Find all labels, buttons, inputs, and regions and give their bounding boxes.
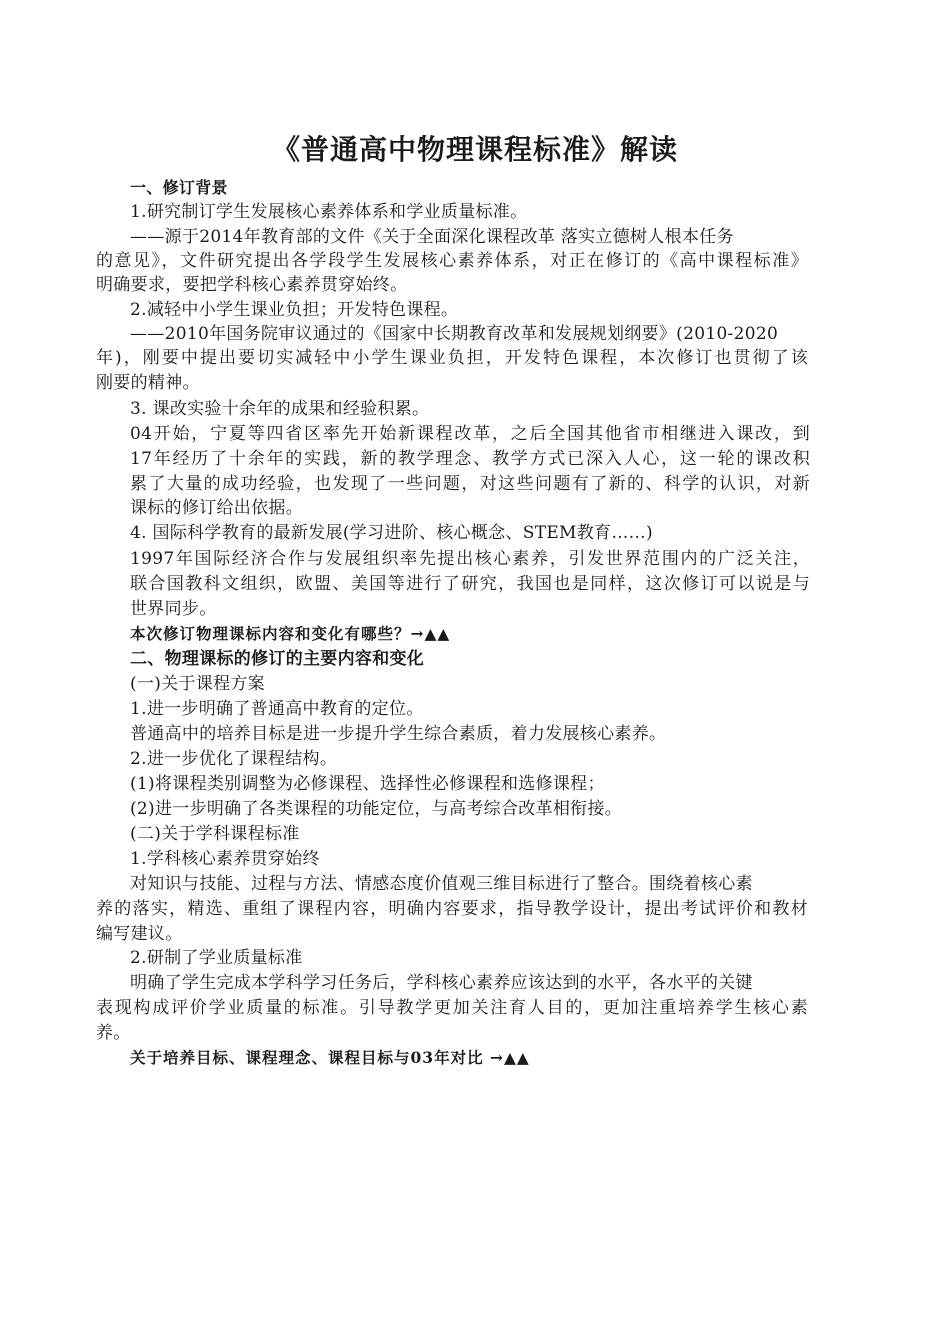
text-line: 1997年国际经济合作与发展组织率先提出核心素养，引发世界范围内的广泛关注， (130, 549, 810, 569)
text-line: (2)进一步明确了各类课程的功能定位，与高考综合改革相衔接。 (130, 799, 623, 819)
text-line: 累了大量的成功经验，也发现了一些问题，对这些问题有了新的、科学的认识，对新 (130, 474, 810, 494)
subsection-heading: (一)关于课程方案 (130, 674, 265, 694)
text-line: 明确要求，要把学科核心素养贯穿始终。 (96, 275, 408, 295)
question-link[interactable]: 本次修订物理课标内容和变化有哪些？→▲▲ (130, 624, 451, 643)
text-line: 年)，刚要中提出要切实减轻中小学生课业负担，开发特色课程，本次修订也贯彻了该 (96, 348, 808, 368)
text-line: 联合国教科文组织，欧盟、美国等进行了研究，我国也是同样，这次修订可以说是与 (130, 574, 810, 594)
text-line: 2.进一步优化了课程结构。 (130, 749, 338, 769)
text-line: 表现构成评价学业质量的标准。引导教学更加关注育人目的，更加注重培养学生核心素 (96, 998, 808, 1018)
text-line: 1.研究制订学生发展核心素养体系和学业质量标准。 (130, 202, 528, 222)
text-line: 1.学科核心素养贯穿始终 (130, 849, 320, 869)
text-line: 4. 国际科学教育的最新发展(学习进阶、核心概念、STEM教育……) (130, 523, 653, 543)
document-title: 《普通高中物理课程标准》解读 (271, 133, 678, 166)
text-line: 明确了学生完成本学科学习任务后，学科核心素养应该达到的水平，各水平的关键 (130, 973, 753, 993)
text-line: 养的落实，精选、重组了课程内容，明确内容要求，指导教学设计，提出考试评价和教材 (96, 899, 808, 919)
subsection-heading: (二)关于学科课程标准 (130, 824, 300, 844)
comparison-link[interactable]: 关于培养目标、课程理念、课程目标与03年对比 →▲▲ (130, 1048, 530, 1067)
text-line: 3. 课改实验十余年的成果和经验积累。 (130, 399, 430, 419)
section-heading: 二、物理课标的修订的主要内容和变化 (130, 649, 425, 669)
text-line: 养。 (96, 1023, 131, 1043)
text-line: 04开始，宁夏等四省区率先开始新课程改革，之后全国其他省市相继进入课改，到 (130, 424, 810, 444)
text-line: (1)将课程类别调整为必修课程、选择性必修课程和选修课程； (130, 774, 605, 794)
text-line: 2.研制了学业质量标准 (130, 948, 303, 968)
text-line: 2.减轻中小学生课业负担；开发特色课程。 (130, 300, 459, 320)
text-line: ——2010年国务院审议通过的《国家中长期教育改革和发展规划纲要》(2010-2020 (130, 324, 779, 344)
text-line: 对知识与技能、过程与方法、情感态度价值观三维目标进行了整合。围绕着核心素 (130, 874, 753, 894)
text-line: 17年经历了十余年的实践，新的教学理念、教学方式已深入人心，这一轮的课改积 (130, 449, 810, 469)
text-line: 编写建议。 (96, 924, 183, 944)
text-line: 世界同步。 (130, 599, 217, 619)
text-line: 的意见》，文件研究提出各学段学生发展核心素养体系，对正在修订的《高中课程标准》 (96, 251, 808, 271)
text-line: 1.进一步明确了普通高中教育的定位。 (130, 699, 424, 719)
section-heading: 一、修订背景 (130, 178, 228, 197)
text-line: ——源于2014年教育部的文件《关于全面深化课程改革 落实立德树人根本任务 (130, 227, 734, 247)
text-line: 普通高中的培养目标是进一步提升学生综合素质，着力发展核心素养。 (130, 724, 667, 744)
text-line: 刚要的精神。 (96, 373, 200, 393)
text-line: 课标的修订给出依据。 (130, 498, 303, 518)
